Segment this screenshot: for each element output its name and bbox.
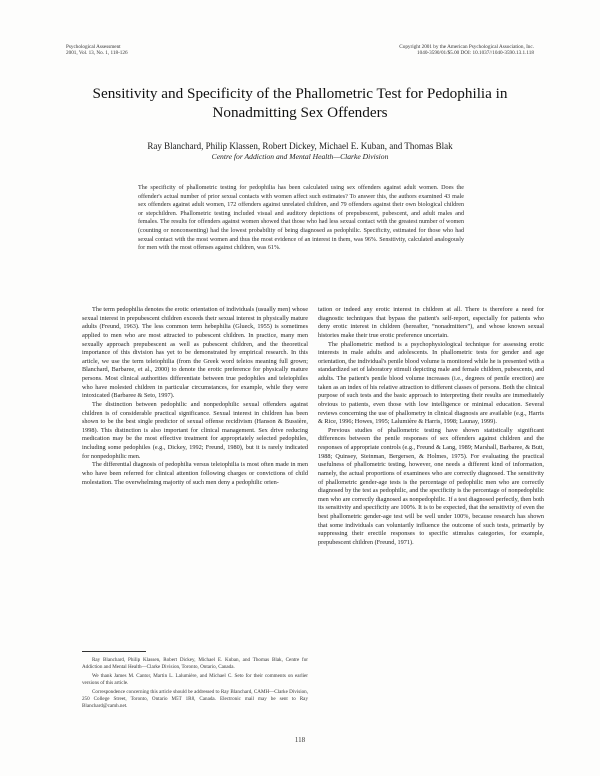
- body-paragraph: The phallometric method is a psychophysiological technique for assessing erotic interests in male adults and adolescents. In phallometric tests for gender and age orientation, the individual's penile blood volume is monitored while he is presented with a standardized set of laboratory stimuli depicting male and female children, pubescents, and adults. The patient's penile blood volume increases (i.e., degrees of penile erection) are taken as an index of his relative attraction to different classes of persons. Both the clinical purpose of such tests and the basic approach to interpreting their results are immediately obvious to patients, even those with low intelligence or minimal education. Several reviews concerning the use of phallometry in clinical diagnosis are available (e.g., Harris & Rice, 1996; Howes, 1995; Lalumière & Harris, 1998; Launay, 1999).: [318, 340, 544, 426]
- abstract: The specificity of phallometric testing for pedophilia has been calculated using sex offenders against adult women. Does the offender's actual number of prior sexual contacts with women affect such estimates? To answer this, the authors examined 43 male sex offenders against adult women, 172 offenders against unrelated children, and 79 offenders against their own biological children or stepchildren. Phallometric testing included visual and auditory depictions of prepubescent, pubescent, and adult males and females. The results for offenders against women showed that those who had less sexual contact with the greatest number of women (counting or nonconsenting) had the lowest probability of being diagnosed as pedophilic. Specificity, estimated for those who had sexual contact with the most women and thus the most evidence of an interest in them, was 96%. Sensitivity, calculated analogously for men with the most offenses against children, was 61%.: [138, 185, 464, 252]
- affiliation: Centre for Addiction and Mental Health—Clarke Division: [211, 152, 389, 161]
- body-paragraph: tation or indeed any erotic interest in children at all. There is therefore a need for diagnostic techniques that bypass the patient's self-report, especially for patients who deny erotic interest in children (hereafter, “nonadmitters”), and whose known sexual histories make their true erotic preference uncertain.: [318, 306, 544, 339]
- title-line: Sensitivity and Specificity of the Phallometric Test for Pedophilia in: [92, 85, 508, 102]
- paper-title: [60, 84, 540, 122]
- author-list: Ray Blanchard, Philip Klassen, Robert Dickey, Michael E. Kuban, and Thomas Blak: [147, 141, 453, 151]
- body-column-left: [82, 306, 308, 487]
- journal-header-left: [66, 44, 128, 57]
- journal-name: Psychological Assessment: [66, 44, 121, 50]
- footnote-divider: [82, 651, 146, 652]
- doi-line: 1040-3590/01/$5.00 DOI: 10.1037//1040-3590.13.1.118: [417, 50, 534, 57]
- title-line: Nonadmitting Sex Offenders: [212, 104, 388, 121]
- page-number: 118: [294, 736, 306, 744]
- journal-header-right: [399, 44, 534, 57]
- body-paragraph: The distinction between pedophilic and nonpedophilic sexual offenders against children is of considerable practical significance. Sexual interest in children has been shown to be the best single predictor of sexual offense recidivism (Hanson & Bussière, 1998). This distinction is also important for clinical management. Sex drive reducing medication may be the most effective treatment for appropriately selected pedophiles, including some pedophiles (e.g., Dickey, 1992; Freund, 1980), but it is rarely indicated for nonpedophilic men.: [82, 400, 308, 460]
- copyright-line: Copyright 2001 by the American Psychological Association, Inc.: [399, 44, 534, 50]
- body-column-right: [318, 306, 544, 548]
- author-footnotes: [82, 657, 308, 712]
- footnote: Ray Blanchard, Philip Klassen, Robert Dickey, Michael E. Kuban, and Thomas Blak, Centre for Addiction and Mental Health—Clarke Division, Toronto, Ontario, Canada.: [82, 657, 308, 671]
- footnote: We thank James M. Cantor, Martin L. Lalumière, and Michael C. Seto for their comments on earlier versions of this article.: [82, 673, 308, 687]
- body-paragraph: The differential diagnosis of pedophilia versus teleiophilia is most often made in men who have been referred for clinical attention following charges or convictions of child molestation. The overwhelming majority of such men deny a pedophilic orien-: [82, 461, 308, 486]
- footnote: Correspondence concerning this article should be addressed to Ray Blanchard, CAMH—Clarke Division, 250 College Street, Toronto, Ontario M5T 1R8, Canada. Electronic mail may be sent to Ray Blanchard@camh.net.: [82, 689, 308, 710]
- journal-volume: 2001, Vol. 13, No. 1, 118-126: [66, 50, 128, 57]
- body-paragraph: Previous studies of phallometric testing have shown statistically significant differences between the penile responses of sex offenders against children and the responses of appropriate controls (e.g., Freund & Lang, 1989; Marshall, Barbaree, & Butt, 1988; Quinsey, Steinman, Bergersen, & Holmes, 1975). For evaluating the practical usefulness of phallometric testing, however, one needs a different kind of information, namely, the actual proportions of examinees who are correctly diagnosed. The sensitivity of phallometric gender-age tests is the percentage of pedophilic men who are correctly diagnosed by the test as pedophilic, and the specificity is the percentage of nonpedophilic men who are correctly diagnosed as nonpedophilic. If a test diagnosed perfectly, then both its sensitivity and specificity are 100%. It is to be expected, that the sensitivity of even the best phallometric gender-age test will be well under 100%, because research has shown that some individuals can voluntarily influence the outcome of such tests, primarily by suppressing their erectile responses to specific stimulus categories, for example, prepubescent children (Freund, 1971).: [318, 426, 544, 546]
- body-paragraph: The term pedophilia denotes the erotic orientation of individuals (usually men) whose sexual interest in prepubescent children exceeds their sexual interest in physically mature adults (Freund, 1963). The less common term hebephilia (Glueck, 1955) is sometimes applied to men who are most attracted to pubescent children. In practice, many men sexually approach prepubescent as well as pubescent children, and the theoretical importance of this division has yet to be demonstrated by empirical research. In this article, we use the term teleiophilia (from the Greek word teleios meaning full grown; Blanchard, Barbaree, et al., 2000) to denote the erotic preference for physically mature persons. Most clinical authorities differentiate between true pedophiles and teleiophiles who have molested children in particular circumstances, for example, while they were intoxicated (Barbaree & Seto, 1997).: [82, 306, 308, 400]
